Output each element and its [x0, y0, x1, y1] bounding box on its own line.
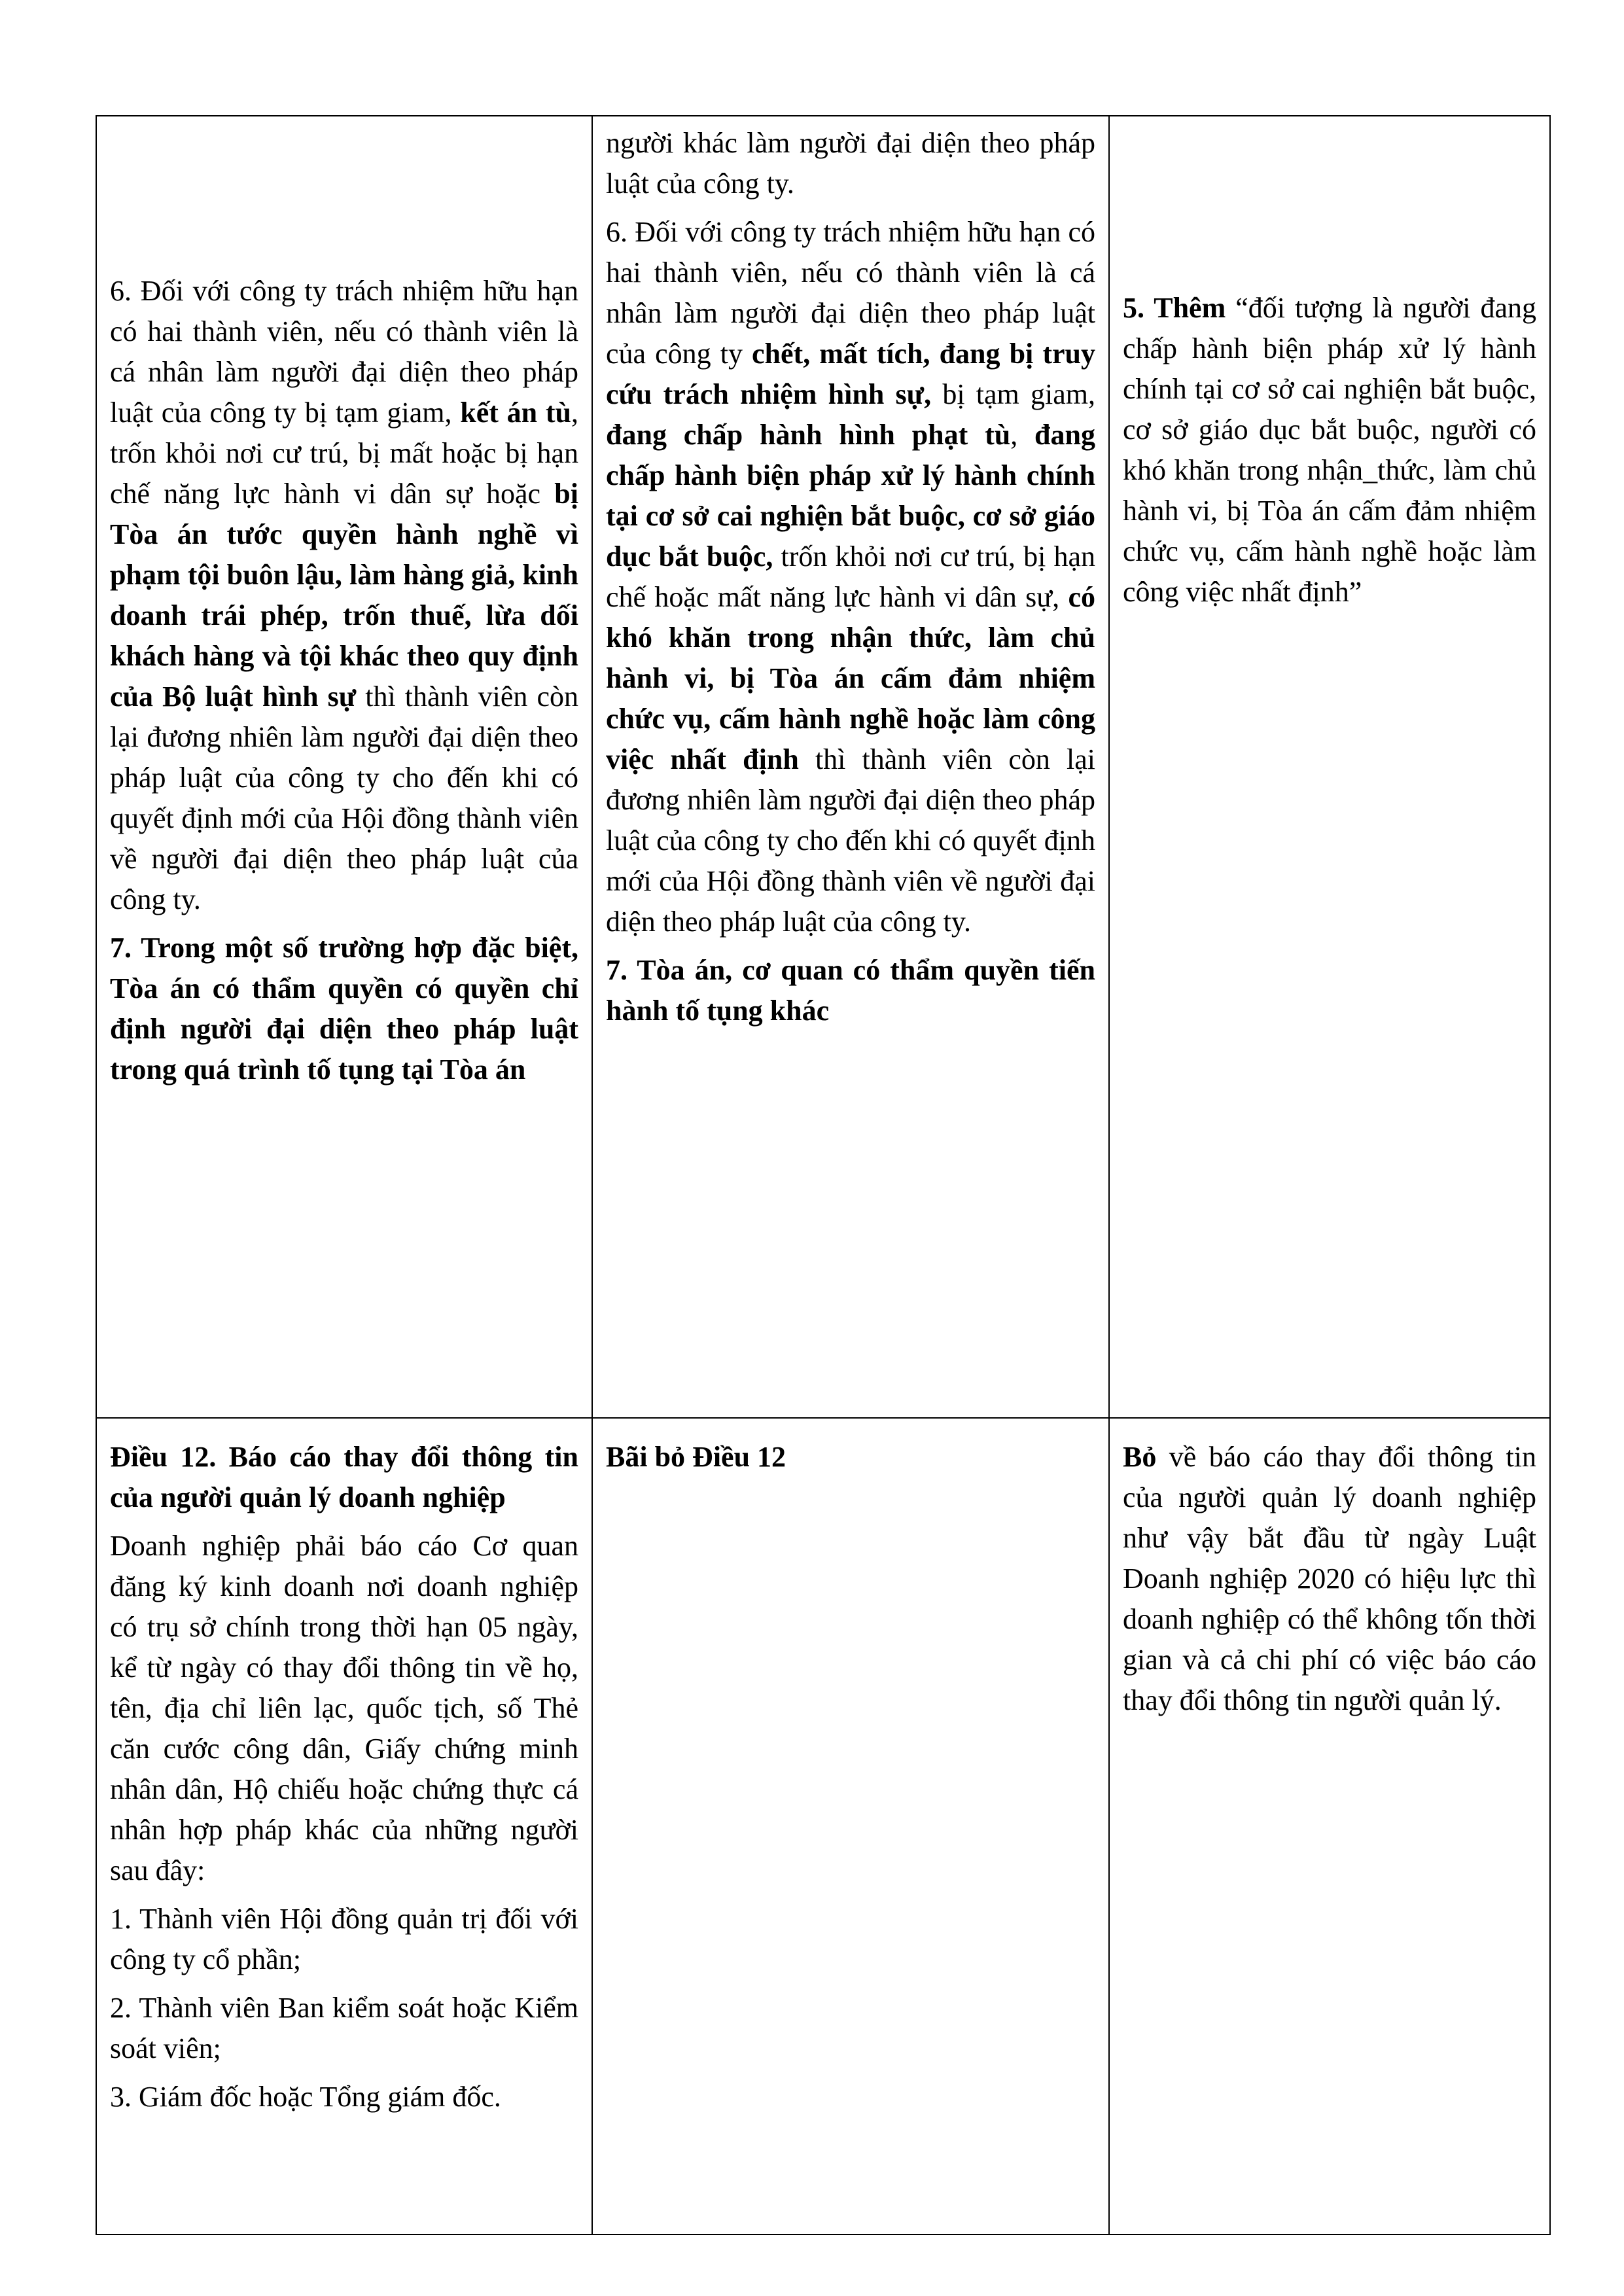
article-12-title: Điều 12. Báo cáo thay đổi thông tin của người quản lý doanh nghiệp: [110, 1441, 578, 1513]
repeal-note: Bãi bỏ Điều 12: [606, 1441, 786, 1473]
article-12-item: 3. Giám đốc hoặc Tổng giám đốc.: [110, 2081, 501, 2113]
new-clause-7: 7. Tòa án, cơ quan có thẩm quyền tiến hành tố tụng khác: [606, 954, 1095, 1027]
article-12-intro: Doanh nghiệp phải báo cáo Cơ quan đăng ký kinh doanh nơi doanh nghiệp có trụ sở chính trong thời hạn 05 ngày, kể từ ngày có thay đổi thông tin về họ, tên, địa chỉ liên lạc, quốc tịch, số Thẻ căn cước công dân, Giấy chứng minh nhân dân, Hộ chiếu hoặc chứng thực cá nhân hợp pháp khác của những người sau đây:: [110, 1530, 578, 1886]
article-12-item: 2. Thành viên Ban kiểm soát hoặc Kiểm soát viên;: [110, 1992, 578, 2064]
comparison-table: [96, 115, 1551, 2235]
old-law-cell: [96, 1418, 592, 2234]
note-text: 5. Thêm “đối tượng là người đang chấp hành biện pháp xử lý hành chính tại cơ sở cai nghiện bắt buộc, cơ sở giáo dục bắt buộc, người có khó khăn trong nhận_thức, làm chủ hành vi, bị Tòa án cấm đảm nhiệm chức vụ, cấm hành nghề hoặc làm công việc nhất định”: [1123, 292, 1536, 608]
article-12-item: 1. Thành viên Hội đồng quản trị đối với công ty cổ phần;: [110, 1903, 578, 1975]
table-row: [96, 116, 1550, 1418]
old-clause-6: 6. Đối với công ty trách nhiệm hữu hạn có hai thành viên, nếu có thành viên là cá nhân làm người đại diện theo pháp luật của công ty bị tạm giam, kết án tù, trốn khỏi nơi cư trú, bị mất hoặc bị hạn chế năng lực hành vi dân sự hoặc bị Tòa án tước quyền hành nghề vì phạm tội buôn lậu, làm hàng giả, kinh doanh trái phép, trốn thuế, lừa dối khách hàng và tội khác theo quy định của Bộ luật hình sự thì thành viên còn lại đương nhiên làm người đại diện theo pháp luật của công ty cho đến khi có quyết định mới của Hội đồng thành viên về người đại diện theo pháp luật của công ty.: [110, 275, 578, 915]
old-clause-7: 7. Trong một số trường hợp đặc biệt, Tòa án có thẩm quyền có quyền chỉ định người đại diện theo pháp luật trong quá trình tố tụng tại Tòa án: [110, 932, 578, 1086]
old-law-cell: [96, 116, 592, 1418]
new-clause-6: 6. Đối với công ty trách nhiệm hữu hạn có hai thành viên, nếu có thành viên là cá nhân làm người đại diện theo pháp luật của công ty chết, mất tích, đang bị truy cứu trách nhiệm hình sự, bị tạm giam, đang chấp hành hình phạt tù, đang chấp hành biện pháp xử lý hành chính tại cơ sở cai nghiện bắt buộc, cơ sở giáo dục bắt buộc, trốn khỏi nơi cư trú, bị hạn chế hoặc mất năng lực hành vi dân sự, có khó khăn trong nhận thức, làm chủ hành vi, bị Tòa án cấm đảm nhiệm chức vụ, cấm hành nghề hoặc làm công việc nhất định thì thành viên còn lại đương nhiên làm người đại diện theo pháp luật của công ty cho đến khi có quyết định mới của Hội đồng thành viên về người đại diện theo pháp luật của công ty.: [606, 216, 1096, 938]
note-text: Bỏ về báo cáo thay đổi thông tin của người quản lý doanh nghiệp như vậy bắt đầu từ ngày Luật Doanh nghiệp 2020 có hiệu lực thì doanh nghiệp có thể không tốn thời gian và cả chi phí có việc báo cáo thay đổi thông tin người quản lý.: [1123, 1441, 1536, 1716]
new-continuation: người khác làm người đại diện theo pháp luật của công ty.: [606, 127, 1095, 200]
new-law-cell: [592, 1418, 1109, 2234]
note-cell: [1109, 116, 1550, 1418]
new-law-cell: [592, 116, 1109, 1418]
note-cell: [1109, 1418, 1550, 2234]
table-row: [96, 1418, 1550, 2234]
